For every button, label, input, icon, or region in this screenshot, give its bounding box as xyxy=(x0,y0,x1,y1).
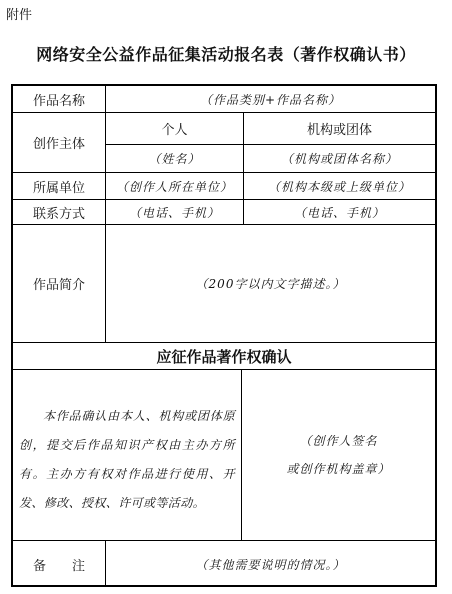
remarks-field[interactable]: （其他需要说明的情况。） xyxy=(195,557,346,572)
contact-label: 联系方式 xyxy=(32,206,85,222)
work-name-label: 作品名称 xyxy=(32,93,85,109)
organization-name-field[interactable]: （机构或团体名称） xyxy=(280,152,398,166)
copyright-section-heading: 应征作品著作权确认 xyxy=(156,347,292,366)
intro-label: 作品简介 xyxy=(32,278,85,293)
work-name-field[interactable]: （作品类别+作品名称） xyxy=(199,92,342,107)
creator-individual-header: 个人 xyxy=(161,123,188,138)
creator-label: 创作主体 xyxy=(32,137,85,152)
signature-area[interactable] xyxy=(242,370,435,540)
intro-field[interactable]: （200字以内文字描述。） xyxy=(195,277,346,291)
creator-organization-header: 机构或团体 xyxy=(306,123,372,138)
attachment-label: 附件 xyxy=(6,8,33,23)
creator-name-field[interactable]: （姓名） xyxy=(148,152,201,166)
signature-line-2: 或创作机构盖章） xyxy=(286,462,391,476)
copyright-statement: 本作品确认由本人、机构或团体原创，提交后作品知识产权由主办方所有。主办方有权对作品进行使用、开发、修改、授权、许可或等活动。 xyxy=(19,409,235,510)
organization-contact-field[interactable]: （电话、手机） xyxy=(293,205,385,220)
remarks-label: 备 注 xyxy=(32,558,85,574)
organization-affiliation-field[interactable]: （机构本级或上级单位） xyxy=(267,179,411,194)
affiliation-label: 所属单位 xyxy=(32,180,85,196)
form-title: 网络安全公益作品征集活动报名表（著作权确认书） xyxy=(36,45,416,64)
creator-affiliation-field[interactable]: （创作人所在单位） xyxy=(115,179,233,194)
registration-form-table xyxy=(11,84,437,587)
signature-line-1: （创作人签名 xyxy=(299,434,378,448)
creator-contact-field[interactable]: （电话、手机） xyxy=(128,205,220,220)
